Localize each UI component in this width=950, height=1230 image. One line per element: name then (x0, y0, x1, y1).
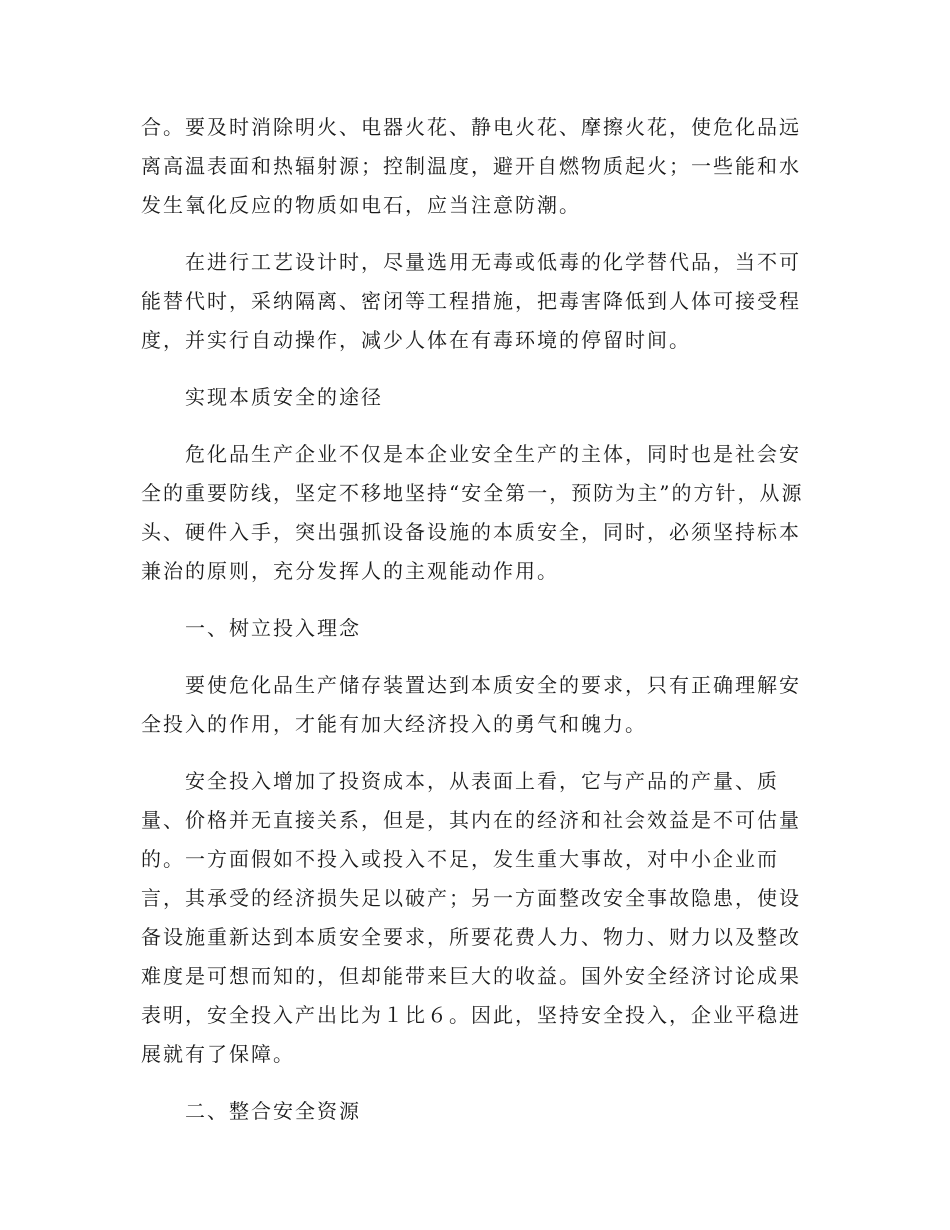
paragraph-fire-prevention: 合。要及时消除明火、电器火花、静电火花、摩擦火花，使危化品远离高温表面和热辐射源；控制温度，避开自燃物质起火；一些能和水发生氧化反应的物质如电石，应当注意防潮。 (141, 115, 801, 217)
heading-integrate-resources: 二、整合安全资源 (185, 1099, 361, 1123)
heading-investment-concept: 一、树立投入理念 (185, 616, 361, 640)
paragraph-investment-benefits: 安全投入增加了投资成本，从表面上看，它与产品的产量、质量、价格并无直接关系，但是，其内在的经济和社会效益是不可估量的。一方面假如不投入或投入不足，发生重大事故，对中小企业而言，其承受的经济损失足以破产；另一方面整改安全事故隐患，使设备设施重新达到本质安全要求，所要花费人力、物力、财力以及整改难度是可想而知的，但却能带来巨大的收益。国外安全经济讨论成果表明，安全投入产出比为１比６。因此，坚持安全投入，企业平稳进展就有了保障。 (141, 769, 801, 1066)
heading-intrinsic-safety-path: 实现本质安全的途径 (185, 385, 383, 409)
paragraph-investment-understanding: 要使危化品生产储存装置达到本质安全的要求，只有正确理解安全投入的作用，才能有加大经济投入的勇气和魄力。 (141, 673, 801, 736)
document-body (141, 108, 811, 1149)
paragraph-enterprise-responsibility: 危化品生产企业不仅是本企业安全生产的主体，同时也是社会安全的重要防线，坚定不移地坚持“安全第一，预防为主”的方针，从源头、硬件入手，突出强抓设备设施的本质安全，同时，必须坚持标本兼治的原则，充分发挥人的主观能动作用。 (141, 442, 804, 583)
paragraph-process-design: 在进行工艺设计时，尽量选用无毒或低毒的化学替代品，当不可能替代时，采纳隔离、密闭等工程措施，把毒害降低到人体可接受程度，并实行自动操作，减少人体在有毒环境的停留时间。 (141, 250, 801, 352)
